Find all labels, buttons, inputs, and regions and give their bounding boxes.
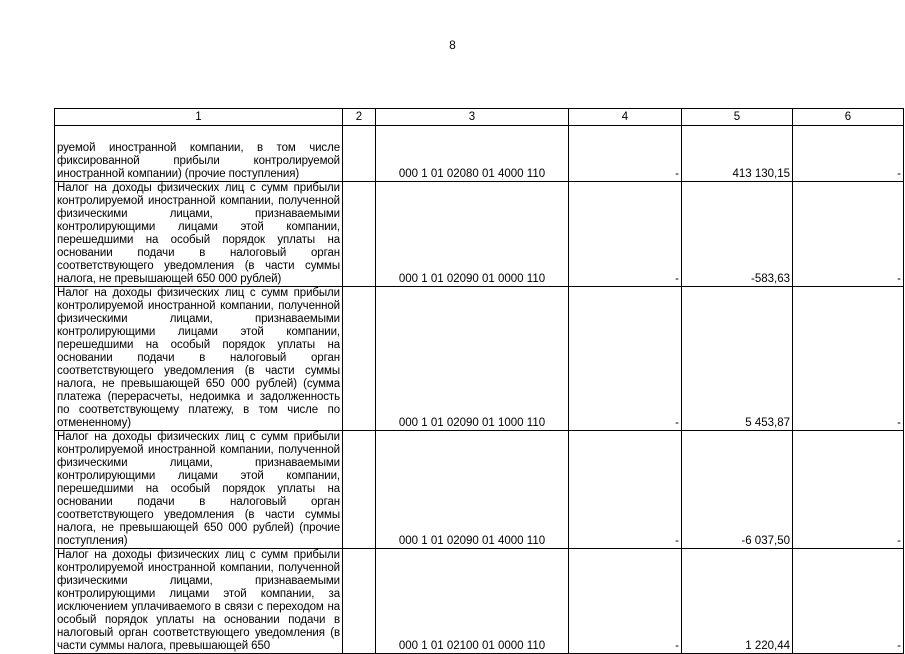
- column-header-5: 5: [682, 109, 793, 126]
- row-percent-cell: -: [793, 182, 904, 287]
- revenue-table: [54, 108, 904, 654]
- row-col2-cell: [343, 287, 376, 431]
- row-plan-cell: -: [569, 431, 682, 549]
- row-fact-cell: 413 130,15: [682, 126, 793, 182]
- column-header-6: 6: [793, 109, 904, 126]
- row-plan-cell: -: [569, 549, 682, 654]
- table-row: [55, 287, 904, 431]
- row-code-cell: 000 1 01 02090 01 0000 110: [376, 182, 569, 287]
- table-row: [55, 549, 904, 654]
- row-percent-cell: -: [793, 549, 904, 654]
- row-percent-cell: -: [793, 126, 904, 182]
- row-code-cell: 000 1 01 02090 01 4000 110: [376, 431, 569, 549]
- row-col2-cell: [343, 549, 376, 654]
- row-name-cell: Налог на доходы физических лиц с сумм прибыли контролируемой иностранной компании, полученной физическими лицами, признаваемыми контролирующими лицами этой компании, перешедшими на особый порядок уплаты на основании подачи в налоговый орган соответствующего уведомления (в части суммы налога, не превышающей 650 000 рублей) (прочие поступления): [55, 431, 343, 549]
- row-percent-cell: -: [793, 431, 904, 549]
- row-code-cell: 000 1 01 02080 01 4000 110: [376, 126, 569, 182]
- row-fact-cell: -6 037,50: [682, 431, 793, 549]
- column-header-1: 1: [55, 109, 343, 126]
- row-fact-cell: -583,63: [682, 182, 793, 287]
- column-header-3: 3: [376, 109, 569, 126]
- row-percent-cell: -: [793, 287, 904, 431]
- row-col2-cell: [343, 126, 376, 182]
- row-plan-cell: -: [569, 182, 682, 287]
- row-code-cell: 000 1 01 02100 01 0000 110: [376, 549, 569, 654]
- row-name-cell: Налог на доходы физических лиц с сумм прибыли контролируемой иностранной компании, полученной физическими лицами, признаваемыми контролирующими лицами этой компании, перешедшими на особый порядок уплаты на основании подачи в налоговый орган соответствующего уведомления (в части суммы налога, не превышающей 650 000 рублей): [55, 182, 343, 287]
- row-plan-cell: -: [569, 287, 682, 431]
- table-row: [55, 182, 904, 287]
- row-code-cell: 000 1 01 02090 01 1000 110: [376, 287, 569, 431]
- page-number: 8: [449, 38, 456, 52]
- table-header-row: [55, 109, 904, 126]
- row-fact-cell: 1 220,44: [682, 549, 793, 654]
- column-header-2: 2: [343, 109, 376, 126]
- row-name-cell: руемой иностранной компании, в том числе фиксированной прибыли контролируемой иностранной компании) (прочие поступления): [55, 126, 343, 182]
- column-header-4: 4: [569, 109, 682, 126]
- row-plan-cell: -: [569, 126, 682, 182]
- row-fact-cell: 5 453,87: [682, 287, 793, 431]
- row-name-cell: Налог на доходы физических лиц с сумм прибыли контролируемой иностранной компании, полученной физическими лицами, признаваемыми контролирующими лицами этой компании, за исключением уплачиваемого в связи с переходом на особый порядок уплаты на основании подачи в налоговый орган соответствующего уведомления (в части суммы налога, превышающей 650: [55, 549, 343, 654]
- row-col2-cell: [343, 431, 376, 549]
- row-col2-cell: [343, 182, 376, 287]
- row-name-cell: Налог на доходы физических лиц с сумм прибыли контролируемой иностранной компании, полученной физическими лицами, признаваемыми контролирующими лицами этой компании, перешедшими на особый порядок уплаты на основании подачи в налоговый орган соответствующего уведомления (в части суммы налога, не превышающей 650 000 рублей) (сумма платежа (перерасчеты, недоимка и задолженность по соответствующему платежу, в том числе по отмененному): [55, 287, 343, 431]
- table-row: [55, 126, 904, 182]
- table-row: [55, 431, 904, 549]
